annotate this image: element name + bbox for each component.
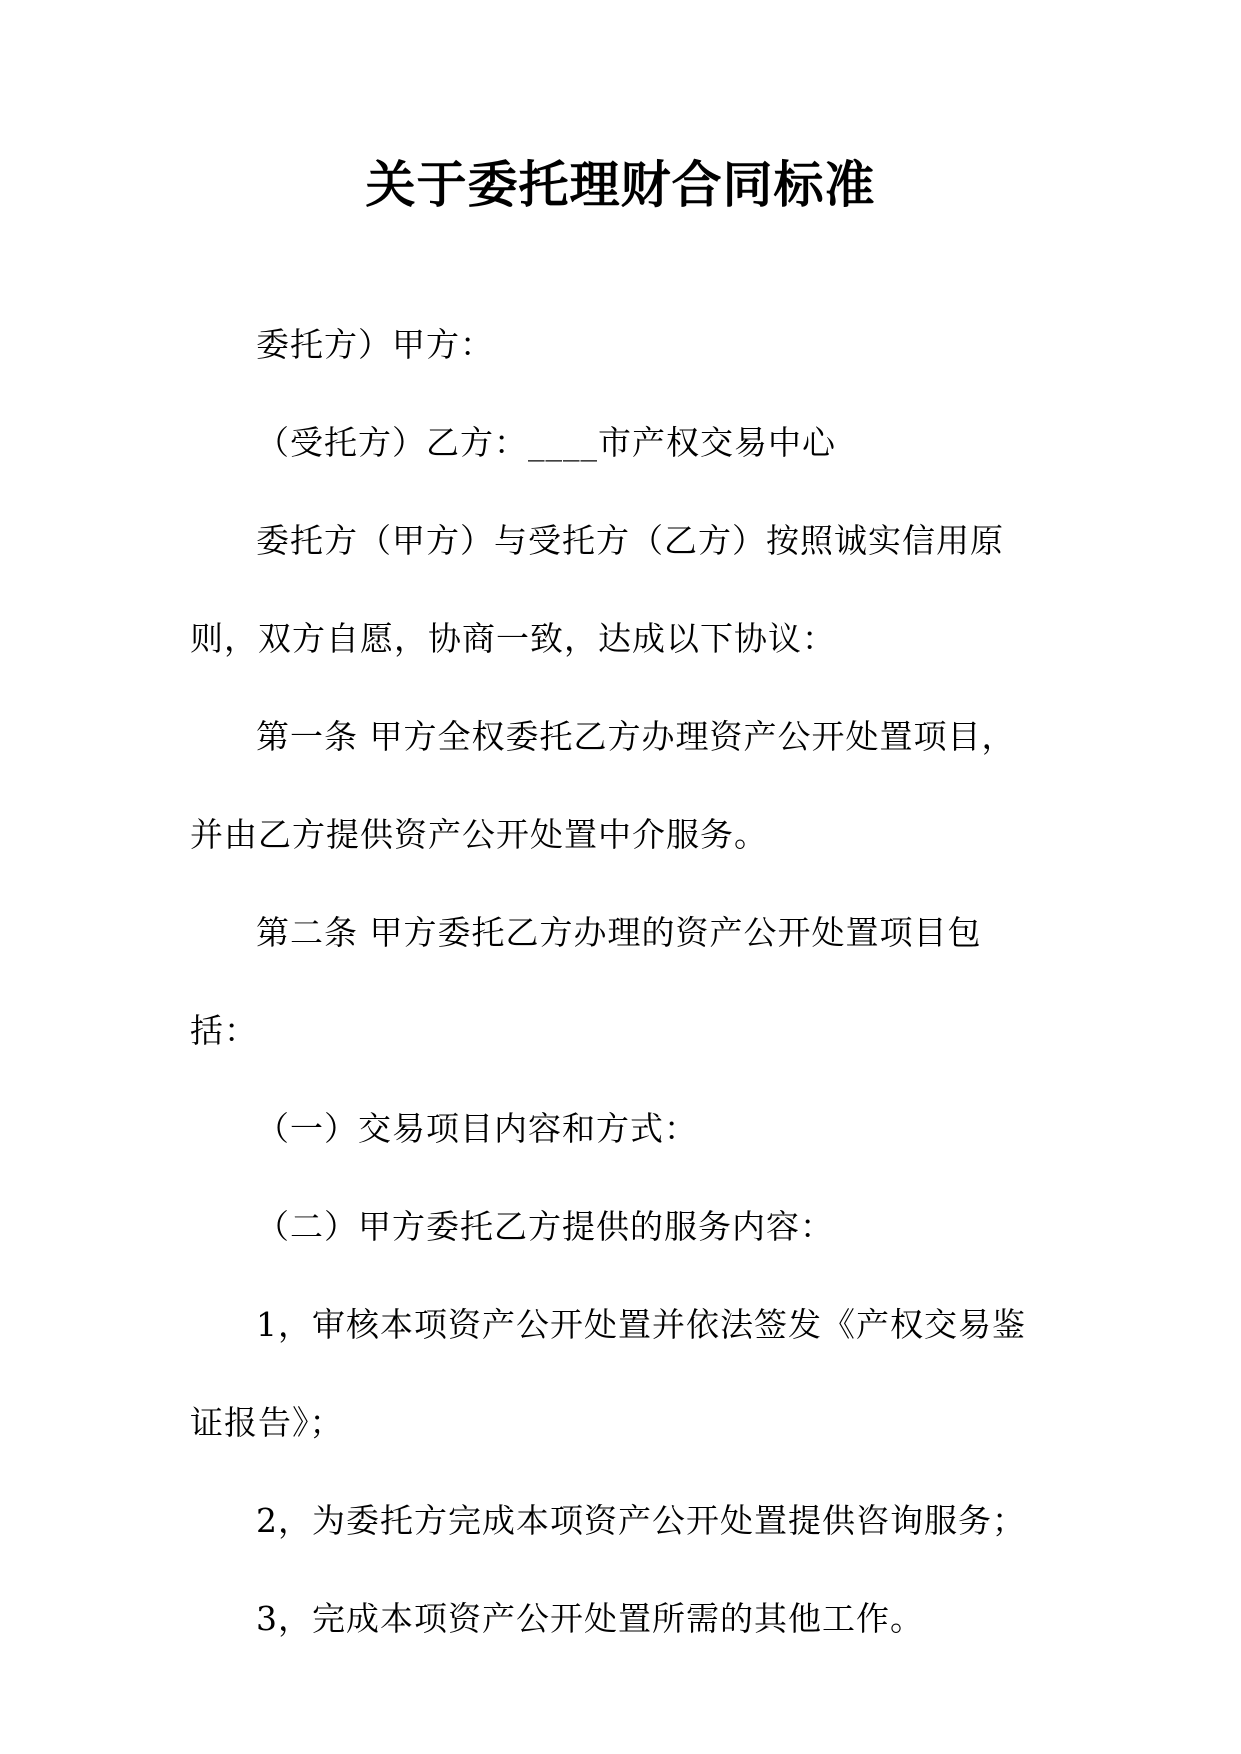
service-item-2: 2，为委托方完成本项资产公开处置提供咨询服务； (256, 1501, 1026, 1540)
party-a-line: 委托方）甲方： (256, 325, 494, 364)
clause-2-paragraph: （二）甲方委托乙方提供的服务内容： (256, 1207, 834, 1246)
party-b-line: （受托方）乙方：____市产权交易中心 (256, 423, 836, 462)
article-1-paragraph: 第一条 甲方全权委托乙方办理资产公开处置项目，并由乙方提供资产公开处置中介服务。 (190, 717, 1016, 854)
preamble-paragraph: 委托方（甲方）与受托方（乙方）按照诚实信用原则，双方自愿，协商一致，达成以下协议： (190, 521, 1004, 658)
document-title: 关于委托理财合同标准 (365, 156, 876, 214)
document-body (190, 296, 1040, 1668)
service-item-3: 3，完成本项资产公开处置所需的其他工作。 (256, 1599, 924, 1638)
article-2-paragraph: 第二条 甲方委托乙方办理的资产公开处置项目包括： (190, 913, 982, 1050)
service-item-1: 1，审核本项资产公开处置并依法签发《产权交易鉴证报告》； (190, 1305, 1026, 1442)
clause-1-paragraph: （一）交易项目内容和方式： (256, 1109, 698, 1148)
